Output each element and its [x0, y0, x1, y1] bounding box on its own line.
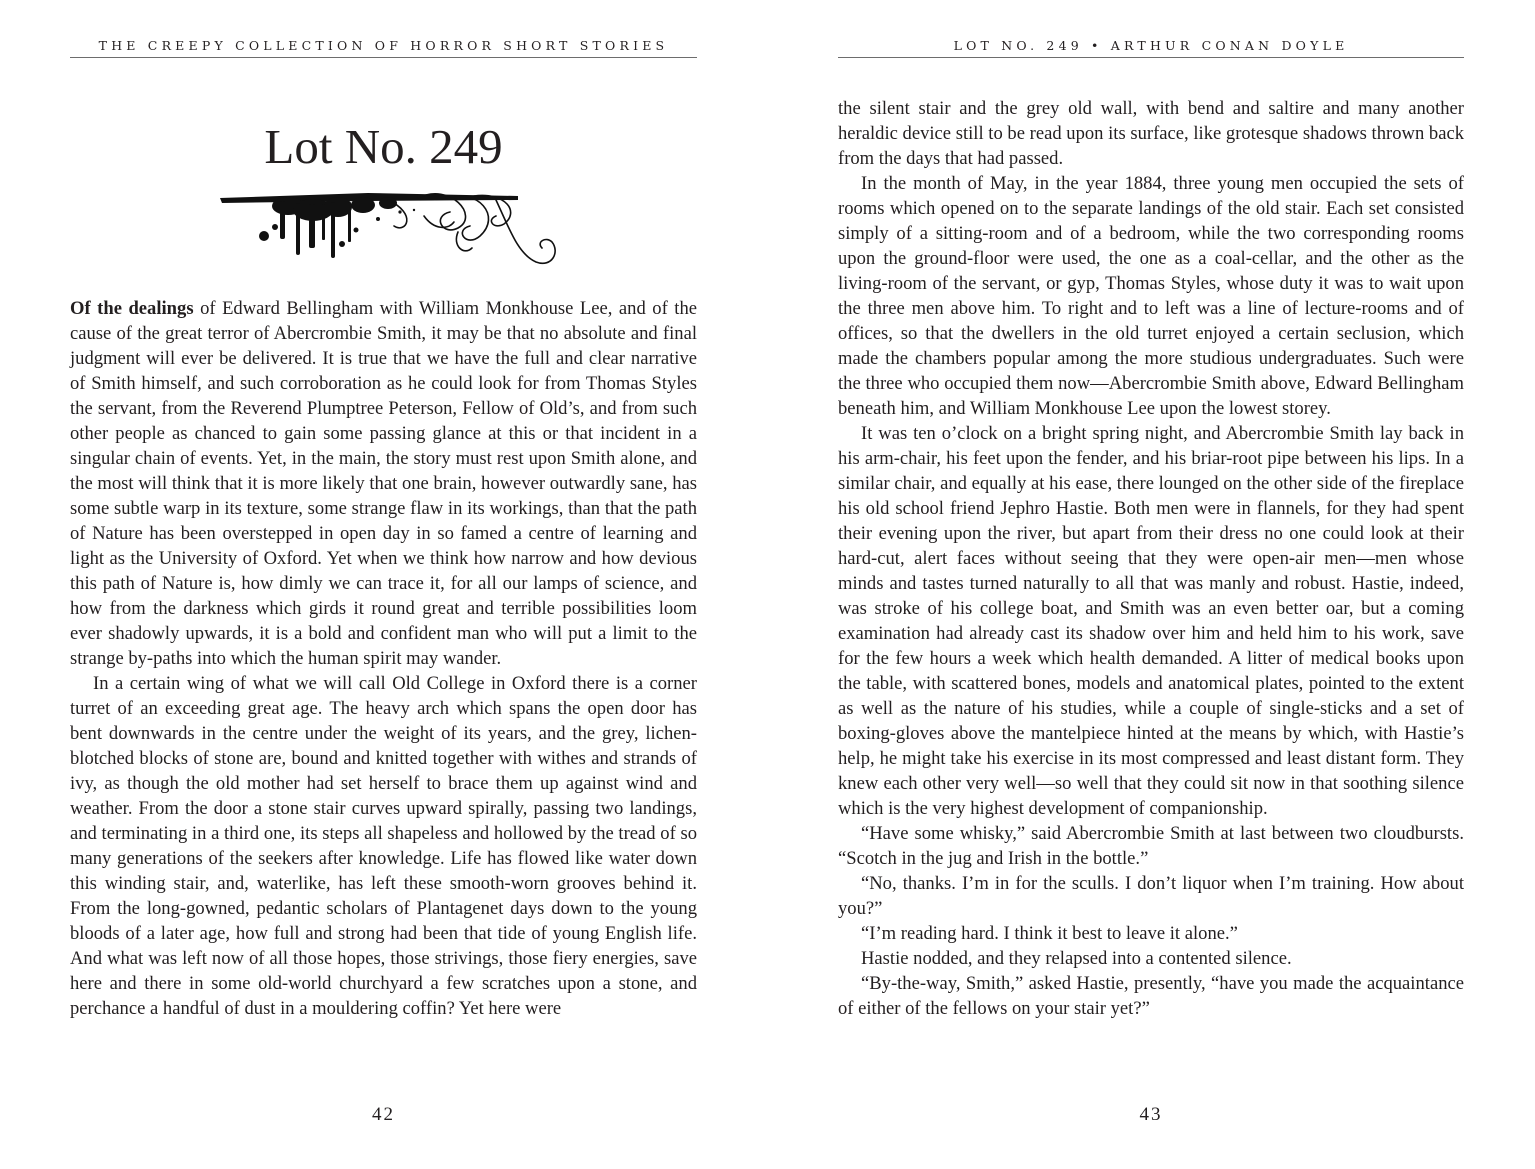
- right-body-text: [838, 96, 1464, 1021]
- running-head-right: LOT NO. 249 • ARTHUR CONAN DOYLE: [838, 38, 1464, 58]
- left-page: [70, 0, 697, 1169]
- dialogue-paragraph: “Have some whisky,” said Abercrombie Smith at last between two cloudbursts. “Scotch in the jug and Irish in the bottle.”: [838, 823, 1464, 869]
- left-body-text: [70, 296, 697, 1021]
- paragraph: Hastie nodded, and they relapsed into a contented silence.: [861, 948, 1292, 969]
- lead-in-text: Of the dealings: [70, 298, 194, 319]
- paragraph: In the month of May, in the year 1884, three young men occupied the sets of rooms which opened on to the separate landings of the old stair. Each set consisted simply of a sitting-room and of a bedroom, while the two corresponding rooms upon the ground-floor were used, the one as a coal-cellar, and the other as the living-room of the servant, or gyp, Thomas Styles, whose duty it was to wait upon the three men above him. To right and to left was a line of lecture-rooms and of offices, so that the dwellers in the old turret enjoyed a certain seclusion, which made the chambers popular among the more studious undergraduates. Such were the three who occupied them now—Abercrombie Smith above, Edward Bellingham beneath him, and William Monkhouse Lee upon the lowest storey.: [838, 173, 1464, 419]
- paragraph-2: In a certain wing of what we will call Old College in Oxford there is a corner turret of an exceeding great age. The heavy arch which spans the open door has bent downwards in the centre under the weight of its years, and the grey, lichen-blotched blocks of stone are, bound and knitted together with withes and strands of ivy, as though the old mother had set herself to brace them up against wind and weather. From the door a stone stair curves upward spirally, passing two landings, and terminating in a third one, its steps all shapeless and hollowed by the tread of so many generations of the seekers after knowledge. Life has flowed like water down this winding stair, and, waterlike, has left these smooth-worn grooves behind it. From the long-gowned, pedantic scholars of Plantagenet days down to the young bloods of a later age, how full and strong had been that tide of young English life. And what was left now of all those hopes, those strivings, those fiery energies, save here and there in some old-world churchyard a few scratches upon a stone, and perchance a handful of dust in a mouldering coffin? Yet here were: [70, 673, 697, 1019]
- paragraph-continued: the silent stair and the grey old wall, with bend and saltire and many another heraldic device still to be read upon its surface, like grotesque shadows thrown back from the days that had passed.: [838, 98, 1464, 169]
- ink-splatter-flourish-icon: [218, 186, 563, 270]
- right-page: [838, 0, 1464, 1169]
- dialogue-paragraph: “No, thanks. I’m in for the sculls. I don’t liquor when I’m training. How about you?”: [838, 873, 1464, 919]
- dialogue-paragraph: “By-the-way, Smith,” asked Hastie, presently, “have you made the acquaintance of either of the fellows on your stair yet?”: [838, 973, 1464, 1019]
- paragraph-1-text: of Edward Bellingham with William Monkhouse Lee, and of the cause of the great terror of Abercrombie Smith, it may be that no absolute and final judgment will ever be delivered. It is true that we have the full and clear narrative of Smith himself, and such corroboration as he could look for from Thomas Styles the servant, from the Reverend Plumptree Peterson, Fellow of Old’s, and from such other people as chanced to gain some passing glance at this or that incident in a singular chain of events. Yet, in the main, the story must rest upon Smith alone, and the most will think that it is more likely that one brain, however outwardly sane, has some subtle warp in its texture, some strange flaw in its workings, than that the path of Nature has been overstepped in open day in so famed a centre of learning and light as the University of Oxford. Yet when we think how narrow and how devious this path of Nature is, how dimly we can trace it, for all our lamps of science, and how from the darkness which girds it round great and terrible possibilities loom ever shadowly upwards, it is a bold and confident man who will put a limit to the strange by-paths into which the human spirit may wander.: [70, 298, 697, 669]
- running-head-left: THE CREEPY COLLECTION OF HORROR SHORT STORIES: [70, 38, 697, 58]
- page-number-left: 42: [372, 1104, 395, 1125]
- paragraph-1: [70, 296, 697, 671]
- chapter-title: Lot No. 249: [264, 119, 503, 174]
- dialogue-paragraph: “I’m reading hard. I think it best to leave it alone.”: [861, 923, 1238, 944]
- paragraph: It was ten o’clock on a bright spring night, and Abercrombie Smith lay back in his arm-chair, his feet upon the fender, and his briar-root pipe between his lips. In a similar chair, and equally at his ease, there lounged on the other side of the fireplace his old school friend Jephro Hastie. Both men were in flannels, for they had spent their evening upon the river, but apart from their dress no one could look at their hard-cut, alert faces without seeing that they were open-air men—men whose minds and tastes turned naturally to all that was manly and robust. Hastie, indeed, was stroke of his college boat, and Smith was an even better oar, but a coming examination had already cast its shadow over him and held him to his work, save for the few hours a week which health demanded. A litter of medical books upon the table, with scattered bones, models and anatomical plates, pointed to the extent as well as the nature of his studies, while a couple of single-sticks and a set of boxing-gloves above the mantelpiece hinted at the means by which, with Hastie’s help, he might take his exercise in its most compressed and least distant form. They knew each other very well—so well that they could sit now in that soothing silence which is the very highest development of companionship.: [838, 423, 1464, 819]
- page-number-right: 43: [1139, 1104, 1163, 1125]
